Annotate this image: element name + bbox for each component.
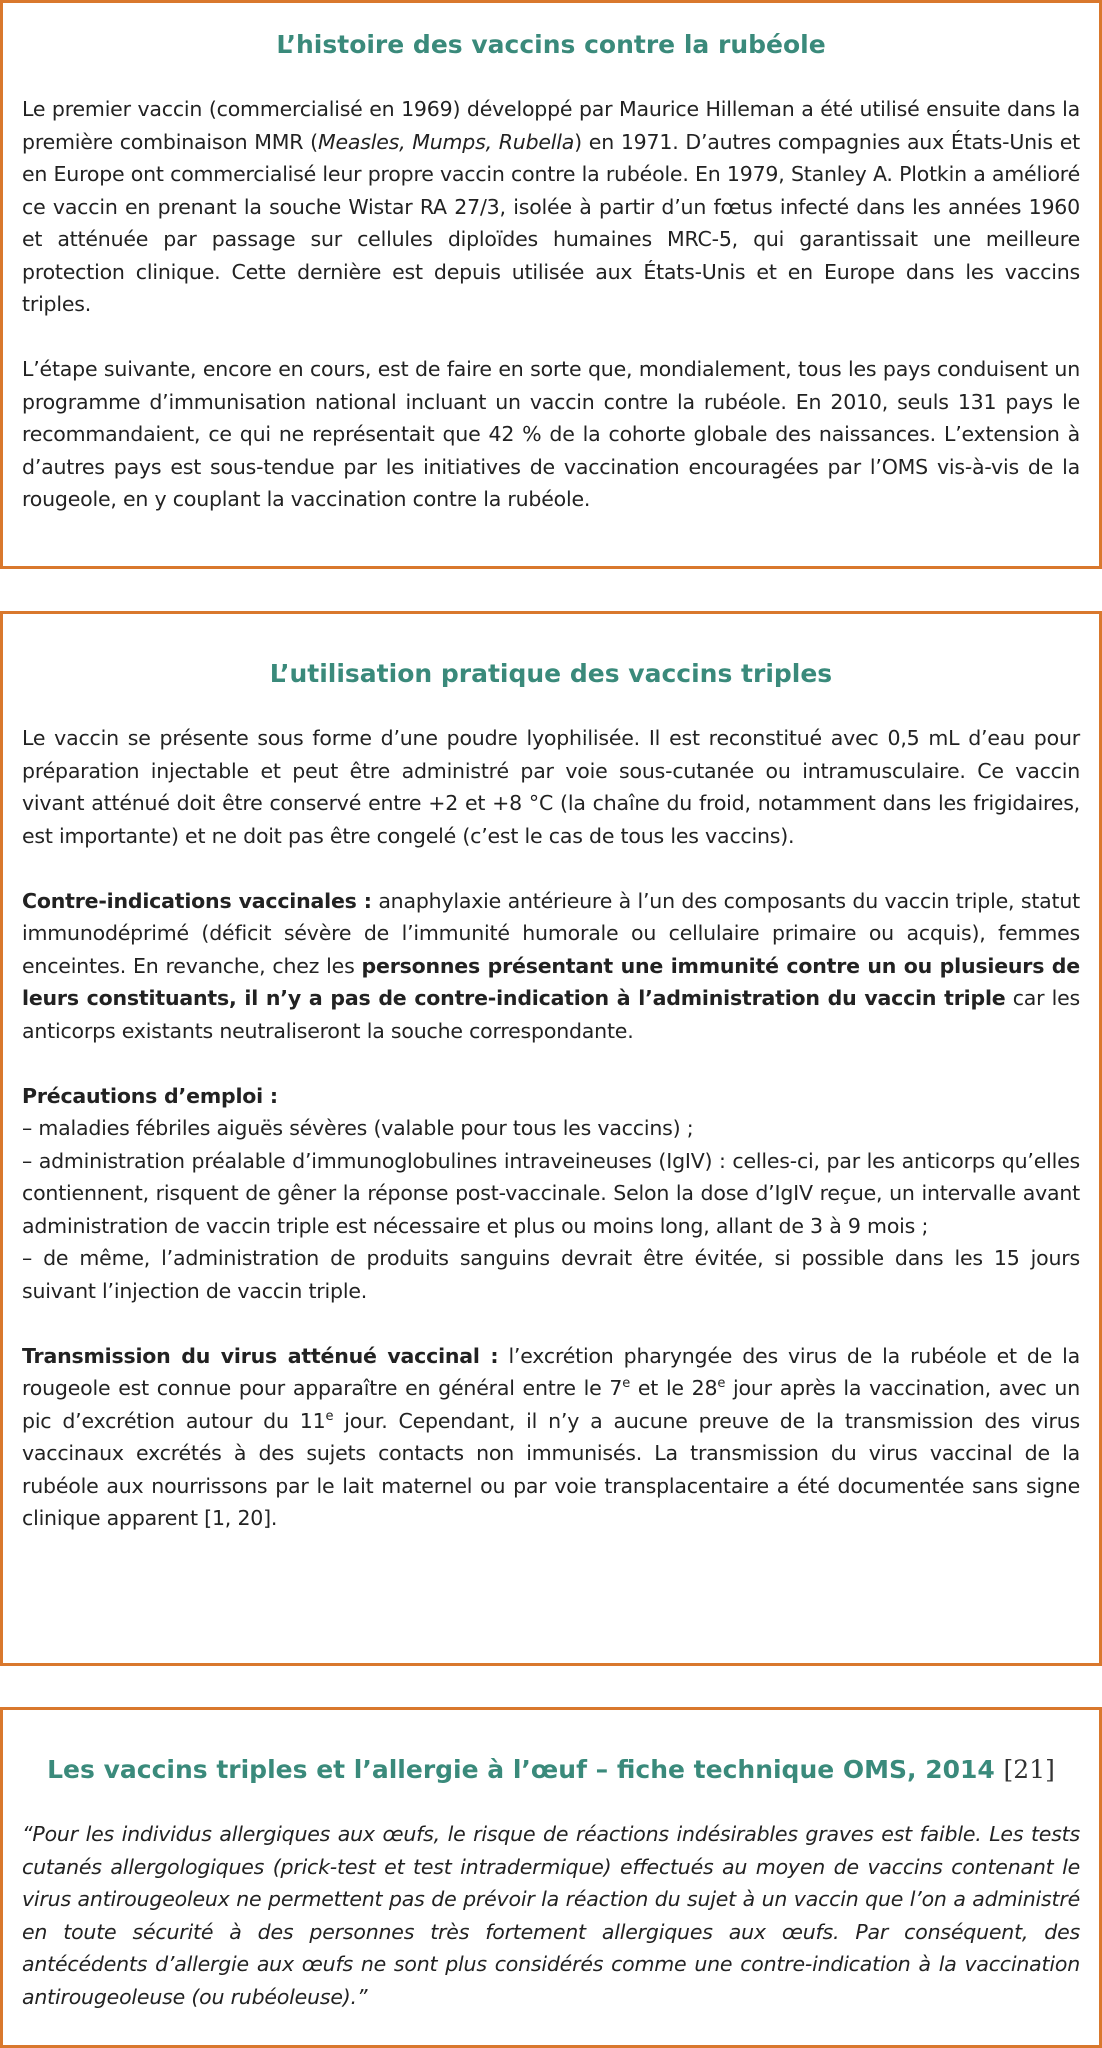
history-paragraph-2: L’étape suivante, encore en cours, est de faire en sorte que, mondialement, tous les pays conduisent un programme d’immunisation national incluant un vaccin contre la rubéole. En 2010, seuls 131 pays le recommandaient, ce qui ne représentait que 42 % de la cohorte globale des naissances. L’extension à d’autres pays est sous-tendue par les initiatives de vaccination encouragées par l’OMS vis-à-vis de la rougeole, en y couplant la vaccination contre la rubéole. [22,357,1080,511]
superscript: e [622,1376,631,1392]
precaution-item: – de même, l’administration de produits sanguins devrait être évitée, si possible dans les 15 jours suivant l’injection de vaccin triple. [22,1246,1080,1303]
precaution-item: – maladies fébriles aiguës sévères (valable pour tous les vaccins) ; [22,1116,694,1140]
who-quote: “Pour les individus allergiques aux œufs, le risque de réactions indésirables graves est faible. Les tests cutanés allergologiques (prick-test et test intradermique) effectués au moyen de vaccins contenant le virus antirougeoleux ne permettent pas de prévoir la réaction du sujet à un vaccin que l’on a administré en toute sécurité à des personnes très fortement allergiques aux œufs. Par conséquent, des antécédents d’allergie aux œufs ne sont plus considérés comme une contre-indication à la vaccination antirougeoleuse (ou rubéoleuse).” [22,1822,1080,2009]
practical-use-title: L’utilisation pratique des vaccins triples [269,659,833,688]
bold-text: personnes présentant une immunité contre un ou plusieurs de leurs constituants, il n’y a pas de contre-indication à l’administration du vaccin triple [22,953,1080,1010]
text-span: anaphylaxie antérieure à l’un des composants du vaccin triple, statut immunodéprimé (déficit sévère de l’immunité humorale ou cellulaire primaire ou acquis), femmes enceintes. En revanche, chez les [22,888,1080,978]
precaution-item: – administration préalable d’immunoglobulines intraveineuses (IgIV) : celles-ci, par les anticorps qu’elles contiennent, risquent de gêner la réponse post-vaccinale. Selon la dose d’IgIV reçue, un intervalle avant administration de vaccin triple est nécessaire et plus ou moins long, allant de 3 à 9 mois ; [22,1148,1080,1238]
history-box [0,0,1102,569]
history-title: L’histoire des vaccins contre la rubéole [276,30,826,59]
egg-allergy-title [22,1750,1080,1790]
italic-text: Measles, Mumps, Rubella [317,129,575,154]
text-span: jour. Cependant, il n’y a aucune preuve de la transmission des virus vaccinaux excrétés à des sujets contacts non immunisés. La transmission du virus vaccinal de la rubéole aux nourrissons par le lait maternel ou par voie transplacentaire a été documentée sans signe clinique apparent [1, 20]. [22,1408,1080,1530]
superscript: e [717,1376,726,1392]
contraindications-paragraph [22,885,1080,1048]
text-span: l’excrétion pharyngée des virus de la rubéole et de la rougeole est connue pour apparaître en général entre le 7 [22,1343,1080,1400]
text-span: Le premier vaccin (commercialisé en 1969) développé par Maurice Hilleman a été utilisé ensuite dans la première combinaison MMR ( [22,97,1080,154]
superscript: e [325,1408,334,1424]
practical-paragraph-1: Le vaccin se présente sous forme d’une poudre lyophilisée. Il est reconstitué avec 0,5 mL d’eau pour préparation injectable et peut être administré par voie sous-cutanée ou intramusculaire. Ce vaccin vivant atténué doit être conservé entre +2 et +8 °C (la chaîne du froid, notamment dans les frigidaires, est importante) et ne doit pas être congelé (c’est le cas de tous les vaccins). [22,726,1080,848]
transmission-label: Transmission du virus atténué vaccinal : [22,1343,499,1368]
transmission-paragraph [22,1340,1080,1535]
practical-use-box [0,611,1102,1666]
text-span: jour après la vaccination, avec un pic d’excrétion autour du 11 [22,1376,1081,1433]
text-span: et le 28 [630,1376,718,1400]
egg-allergy-title-text: Les vaccins triples et l’allergie à l’œuf – fiche technique OMS, 2014 [47,1755,995,1784]
egg-allergy-box [0,1707,1102,2048]
contraindications-label: Contre-indications vaccinales : [22,888,372,913]
precautions-paragraph [22,1080,1080,1308]
precautions-label: Précautions d’emploi : [22,1083,278,1108]
text-span: car les anticorps existants neutraliseront la souche correspondante. [22,986,1081,1043]
text-span: ) en 1971. D’autres compagnies aux États-Unis et en Europe ont commercialisé leur propre vaccin contre la rubéole. En 1979, Stanley A. Plotkin a amélioré ce vaccin en prenant la souche Wistar RA 27/3, isolée à partir d’un fœtus infecté dans les années 1960 et atténuée par passage sur cellules diploïdes humaines MRC-5, qui garantissait une meilleure protection clinique. Cette dernière est depuis utilisée aux États-Unis et en Europe dans les vaccins triples. [22,129,1080,316]
history-paragraph-1 [22,93,1080,321]
reference-number: [21] [1003,1755,1055,1784]
